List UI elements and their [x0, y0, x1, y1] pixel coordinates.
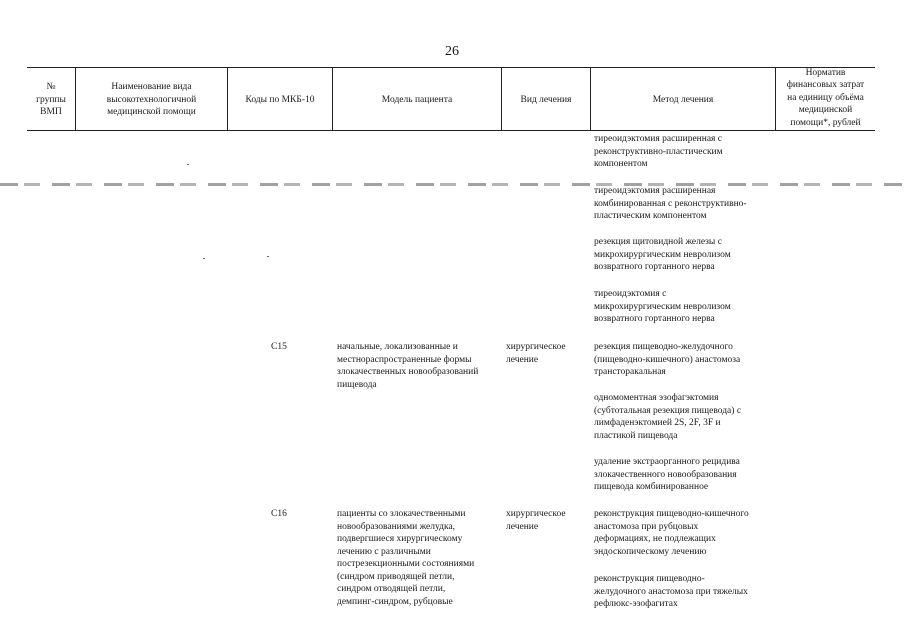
treatment-type-cell: хирургическое лечение: [506, 509, 566, 532]
treatment-method-cell: резекция щитовидной железы с микрохирургическим невролизом возвратного гортанного нерва: [594, 237, 731, 272]
header-care-name: Наименование вида высокотехнологичной медицинской помощи: [106, 82, 197, 118]
header-top-border: [27, 67, 875, 68]
header-cost-norm: Норматив финансовых затрат на единицу объёма медицинской помощи*, рублей: [786, 67, 865, 128]
header-bottom-border: [27, 130, 875, 131]
treatment-method-cell: тиреоидэктомия расширенная с реконструктивно-пластическим компонентом: [594, 134, 723, 169]
treatment-method-cell: одномоментная эзофагэктомия (субтотальная резекция пищевода) с лимфаденэктомией 2S, 2F, 3F и пластикой пищевода: [594, 393, 742, 441]
treatment-method-cell: тиреоидэктомия расширенная комбинированная с реконструктивно- пластическим компонентом: [594, 186, 747, 221]
patient-model-cell: пациенты со злокачественными новообразованиями желудка, подвергшиеся хирургическому лечению с различными пострезекционными состояниями (синдром приводящей петли, синдром отводящей петли, демпинг-синдром, рубцовые: [337, 509, 475, 607]
icd-code-cell: C16: [271, 509, 287, 519]
scan-artifact-dot: [203, 258, 205, 259]
treatment-method-cell: резекция пищеводно-желудочного (пищеводно-кишечного) анастомоза трансторакальная: [594, 342, 741, 377]
header-treatment-method: Метод лечения: [652, 94, 714, 105]
treatment-method-cell: реконструкция пищеводно-кишечного анастомоза при рубцовых деформациях, не подлежащих эндоскопическому лечению: [594, 509, 749, 557]
treatment-method-cell: реконструкция пищеводно- желудочного анастомоза при тяжелых рефлюкс-эзофагитах: [594, 574, 748, 609]
scan-artifact-dot: [187, 164, 189, 165]
header-patient-model: Модель пациента: [381, 94, 453, 105]
patient-model-cell: начальные, локализованные и местнораспространенные формы злокачественных новообразований пищевода: [337, 342, 479, 390]
page-number: 26: [445, 44, 459, 59]
scan-artifact-dot: [267, 256, 269, 257]
header-treatment-type: Вид лечения: [520, 94, 572, 105]
treatment-method-cell: тиреоидэктомия с микрохирургическим невролизом возвратного гортанного нерва: [594, 289, 731, 324]
treatment-type-cell: хирургическое лечение: [506, 342, 566, 365]
header-icd-codes: Коды по МКБ-10: [245, 94, 315, 105]
treatment-method-cell: удаление экстраорганного рецидива злокачественного новообразования пищевода комбинированное: [594, 457, 740, 492]
header-group-number: № группы ВМП: [36, 82, 66, 118]
icd-code-cell: C15: [271, 342, 287, 352]
scan-artifact-line: [0, 183, 905, 186]
